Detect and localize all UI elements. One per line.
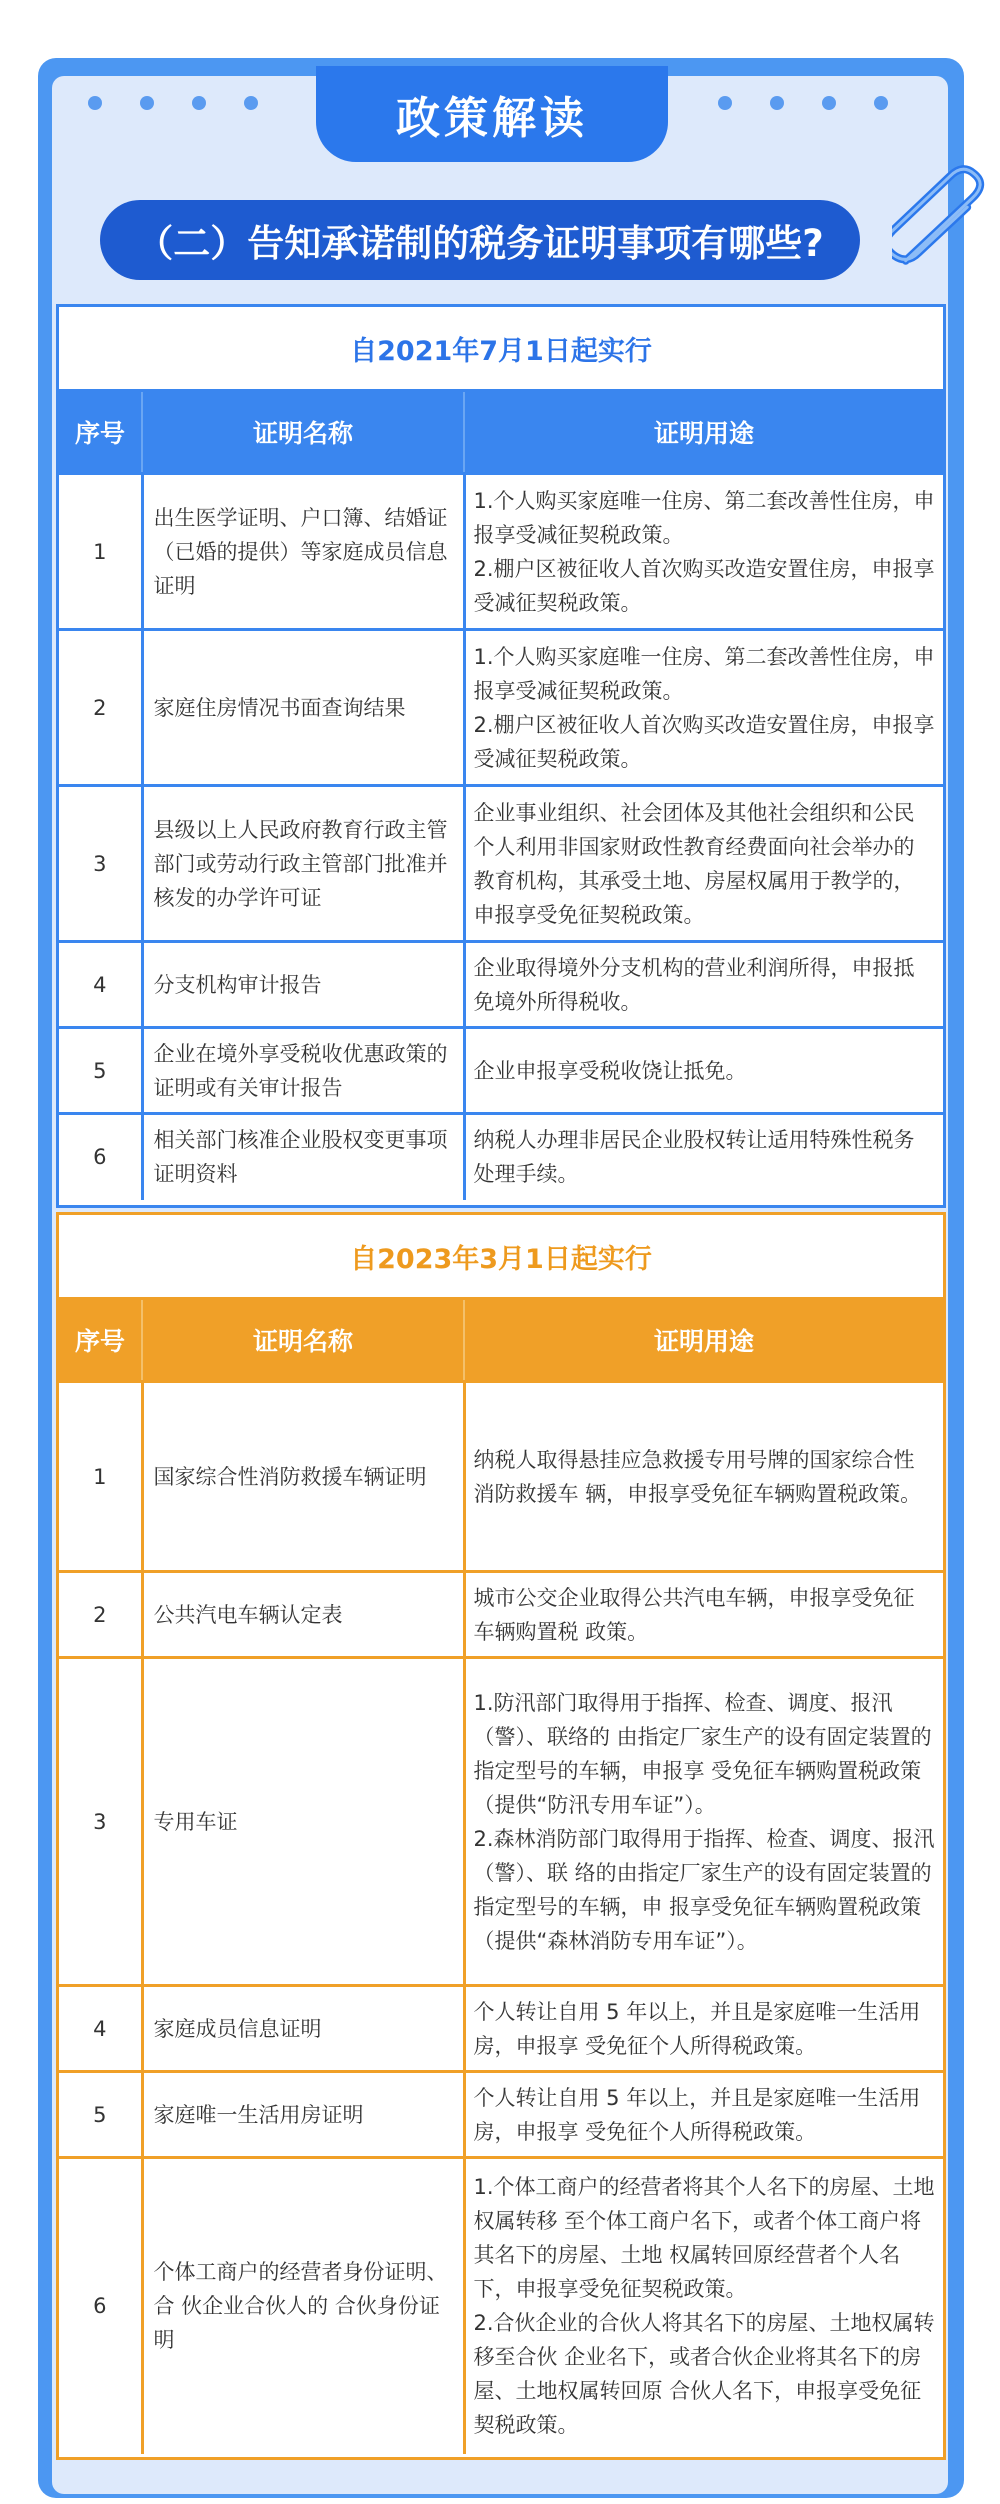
row-number: 1 bbox=[59, 1382, 142, 1572]
row-number: 6 bbox=[59, 2158, 142, 2454]
table-row bbox=[59, 1986, 943, 2072]
row-number: 5 bbox=[59, 2072, 142, 2158]
certificate-name: 家庭唯一生活用房证明 bbox=[142, 2072, 464, 2158]
table-row bbox=[59, 1028, 943, 1114]
certificate-usage: 1.个人购买家庭唯一住房、第二套改善性住房，申报享受减征契税政策。 2.棚户区被征收人首次购买改造安置住房，申报享受减征契税政策。 bbox=[464, 474, 943, 630]
table-row bbox=[59, 1382, 943, 1572]
certificate-usage: 个人转让自用 5 年以上，并且是家庭唯一生活用房，申报享 受免征个人所得税政策。 bbox=[464, 2072, 943, 2158]
certificate-usage: 纳税人取得悬挂应急救援专用号牌的国家综合性消防救援车 辆，申报享受免征车辆购置税政策。 bbox=[464, 1382, 943, 1572]
certificate-usage: 个人转让自用 5 年以上，并且是家庭唯一生活用房，申报享 受免征个人所得税政策。 bbox=[464, 1986, 943, 2072]
paperclip-icon bbox=[892, 160, 992, 290]
certificate-name: 国家综合性消防救援车辆证明 bbox=[142, 1382, 464, 1572]
table-row bbox=[59, 1658, 943, 1986]
certificate-name: 分支机构审计报告 bbox=[142, 942, 464, 1028]
table-row bbox=[59, 1114, 943, 1200]
certificate-name: 公共汽电车辆认定表 bbox=[142, 1572, 464, 1658]
table-row bbox=[59, 474, 943, 630]
right-dots-decoration bbox=[718, 96, 888, 110]
header-usage: 证明用途 bbox=[464, 1300, 943, 1382]
header-no: 序号 bbox=[59, 1300, 142, 1382]
certificate-name: 家庭住房情况书面查询结果 bbox=[142, 630, 464, 786]
row-number: 2 bbox=[59, 1572, 142, 1658]
table-2023 bbox=[56, 1212, 946, 2460]
left-dots-decoration bbox=[88, 96, 258, 110]
page-title: 政策解读 bbox=[316, 66, 668, 162]
certificate-usage: 企业申报享受税收饶让抵免。 bbox=[464, 1028, 943, 1114]
table-2023-title: 自2023年3月1日起实行 bbox=[59, 1215, 943, 1300]
certificate-name: 企业在境外享受税收优惠政策的证明或有关审计报告 bbox=[142, 1028, 464, 1114]
table-2021-title: 自2021年7月1日起实行 bbox=[59, 307, 943, 392]
header-no: 序号 bbox=[59, 392, 142, 474]
certificate-usage: 1.个人购买家庭唯一住房、第二套改善性住房，申报享受减征契税政策。 2.棚户区被征收人首次购买改造安置住房，申报享受减征契税政策。 bbox=[464, 630, 943, 786]
row-number: 2 bbox=[59, 630, 142, 786]
row-number: 5 bbox=[59, 1028, 142, 1114]
certificate-name: 出生医学证明、户口簿、结婚证（已婚的提供）等家庭成员信息证明 bbox=[142, 474, 464, 630]
row-number: 4 bbox=[59, 942, 142, 1028]
table-row bbox=[59, 786, 943, 942]
certificate-usage: 企业事业组织、社会团体及其他社会组织和公民个人利用非国家财政性教育经费面向社会举办的教育机构，其承受土地、房屋权属用于教学的，申报享受免征契税政策。 bbox=[464, 786, 943, 942]
certificate-usage: 1.防汛部门取得用于指挥、检查、调度、报汛（警）、联络的 由指定厂家生产的设有固定装置的指定型号的车辆，申报享 受免征车辆购置税政策（提供“防汛专用车证”）。 2.森林消防部门取得用于指挥、检查、调度、报汛（警）、联 络的由指定厂家生产的设有固定装置的指定型号的车辆，申 报享受免征车辆购置税政策（提供“森林消防专用车证”）。 bbox=[464, 1658, 943, 1986]
row-number: 3 bbox=[59, 1658, 142, 1986]
certificate-usage: 企业取得境外分支机构的营业利润所得，申报抵免境外所得税收。 bbox=[464, 942, 943, 1028]
table-row bbox=[59, 2072, 943, 2158]
header-name: 证明名称 bbox=[142, 392, 464, 474]
row-number: 1 bbox=[59, 474, 142, 630]
header-name: 证明名称 bbox=[142, 1300, 464, 1382]
certificate-name: 家庭成员信息证明 bbox=[142, 1986, 464, 2072]
table-row bbox=[59, 942, 943, 1028]
row-number: 6 bbox=[59, 1114, 142, 1200]
certificate-usage: 1.个体工商户的经营者将其个人名下的房屋、土地权属转移 至个体工商户名下，或者个体工商户将其名下的房屋、土地 权属转回原经营者个人名下，申报享受免征契税政策。 2.合伙企业的合伙人将其名下的房屋、土地权属转移至合伙 企业名下，或者合伙企业将其名下的房屋、土地权属转回原 合伙人名下，申报享受免征契税政策。 bbox=[464, 2158, 943, 2454]
row-number: 4 bbox=[59, 1986, 142, 2072]
table-row bbox=[59, 630, 943, 786]
section-subtitle: （二）告知承诺制的税务证明事项有哪些? bbox=[100, 200, 860, 280]
table-row bbox=[59, 1572, 943, 1658]
certificate-name: 相关部门核准企业股权变更事项证明资料 bbox=[142, 1114, 464, 1200]
table-row bbox=[59, 2158, 943, 2454]
table-2021 bbox=[56, 304, 946, 1208]
certificate-name: 县级以上人民政府教育行政主管部门或劳动行政主管部门批准并核发的办学许可证 bbox=[142, 786, 464, 942]
certificate-usage: 城市公交企业取得公共汽电车辆，申报享受免征车辆购置税 政策。 bbox=[464, 1572, 943, 1658]
certificate-name: 个体工商户的经营者身份证明、合 伙企业合伙人的 合伙身份证明 bbox=[142, 2158, 464, 2454]
header-usage: 证明用途 bbox=[464, 392, 943, 474]
certificate-name: 专用车证 bbox=[142, 1658, 464, 1986]
row-number: 3 bbox=[59, 786, 142, 942]
certificate-usage: 纳税人办理非居民企业股权转让适用特殊性税务处理手续。 bbox=[464, 1114, 943, 1200]
